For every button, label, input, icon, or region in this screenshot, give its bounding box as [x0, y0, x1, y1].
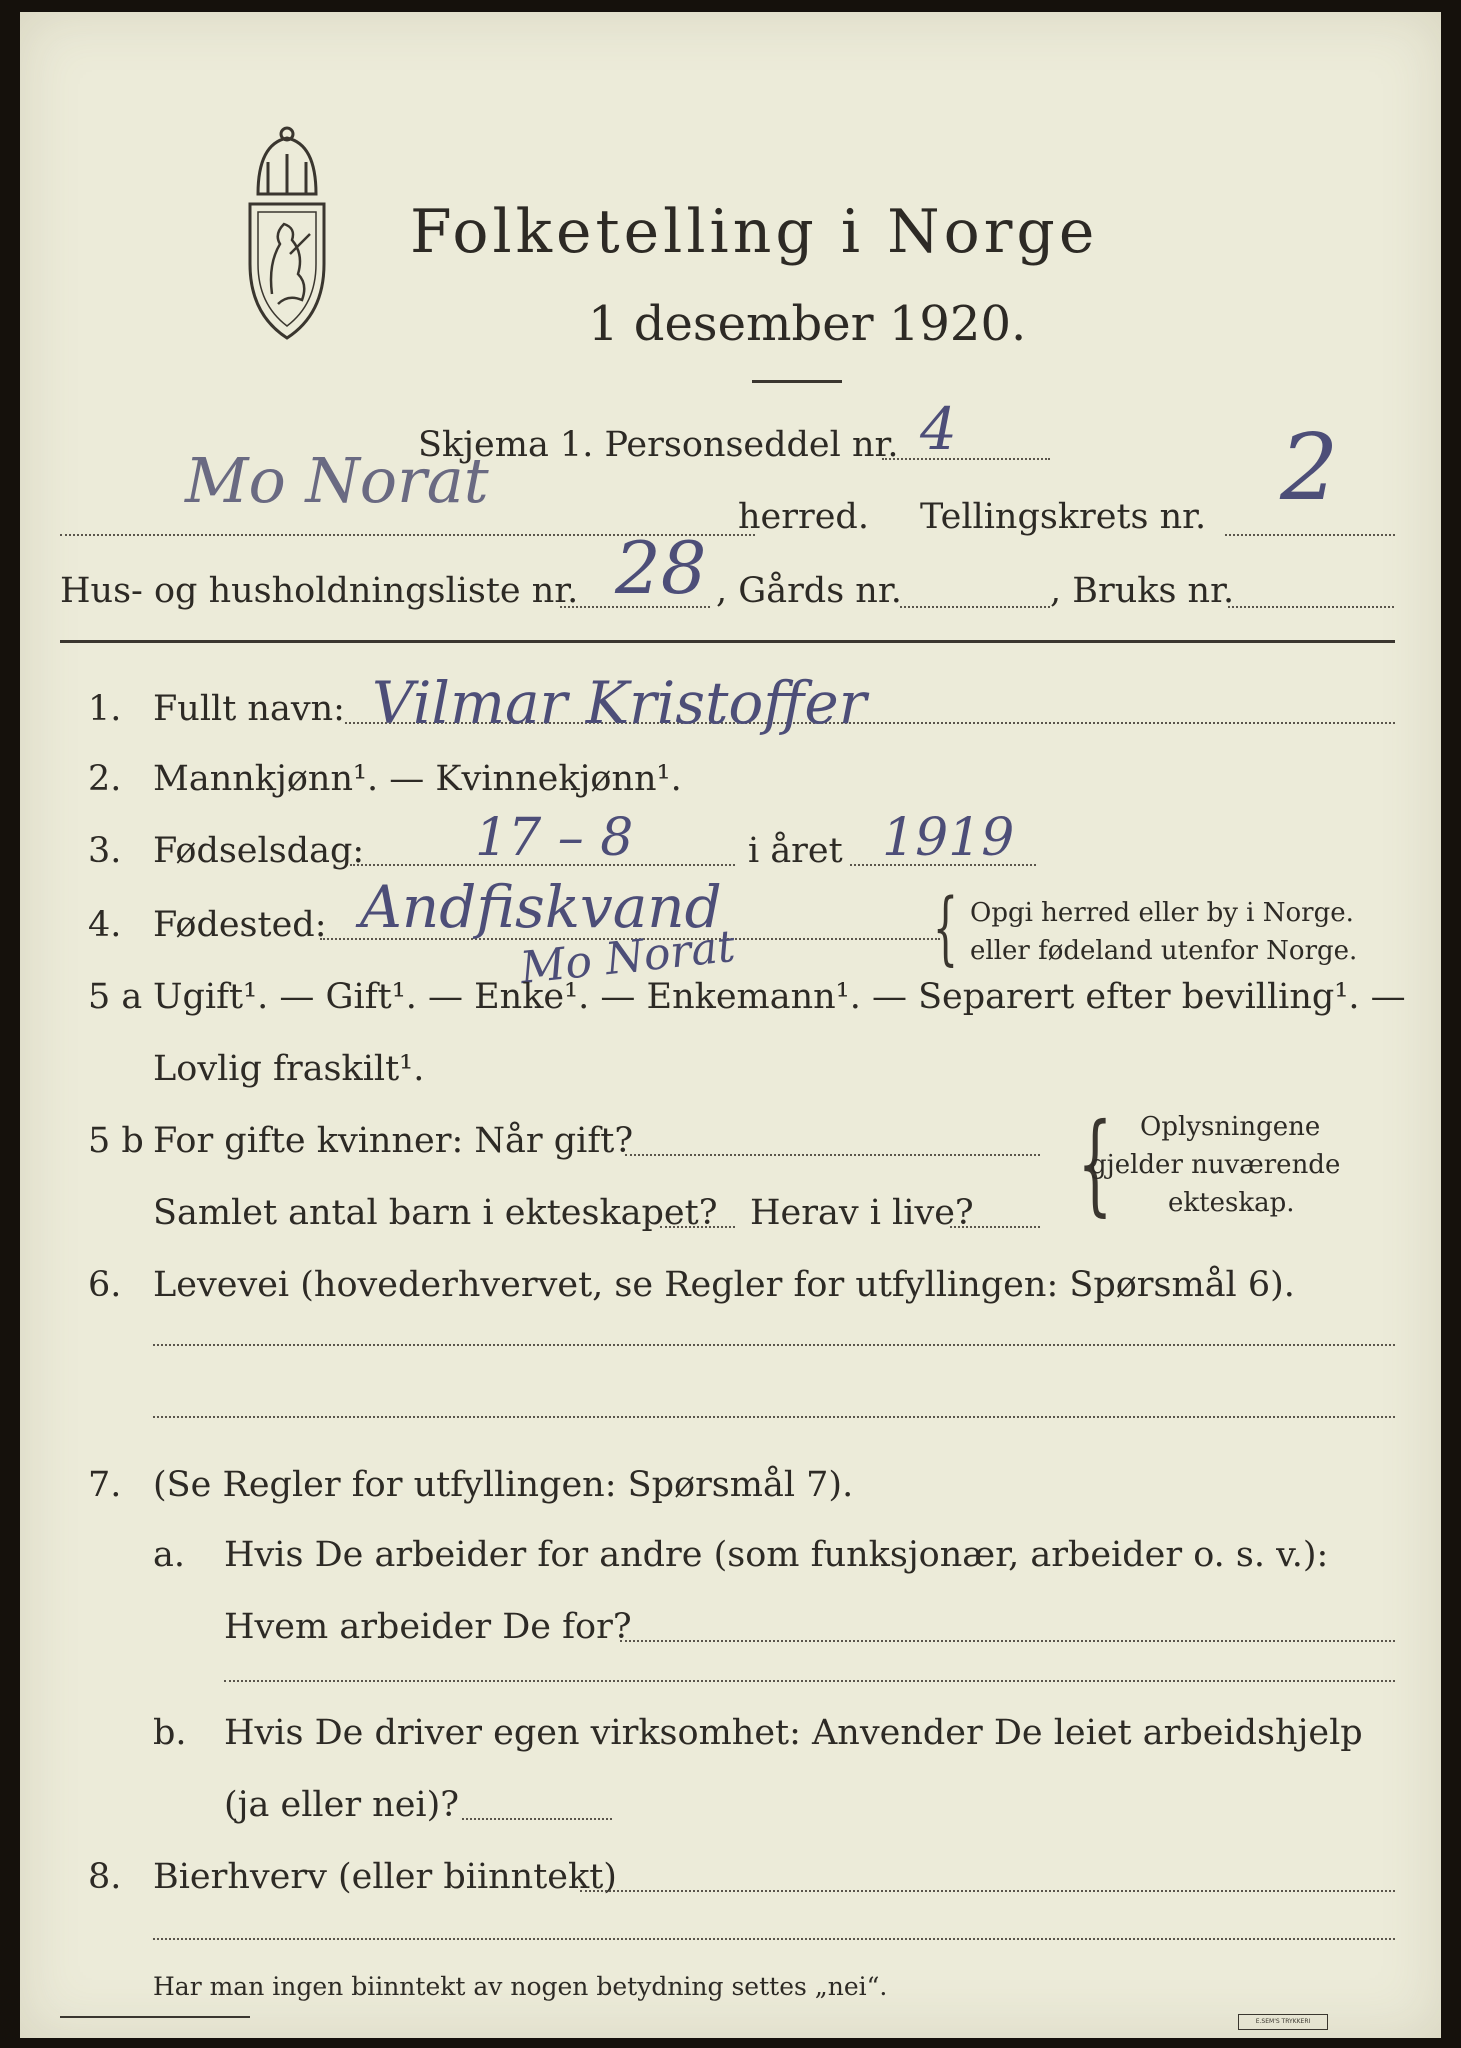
q7-number: 7. — [88, 1465, 122, 1505]
q4-label: Fødested: — [153, 905, 327, 945]
q2-number: 2. — [88, 759, 122, 799]
printer-mark — [1238, 2014, 1328, 2030]
header-divider — [60, 640, 1395, 643]
coat-of-arms-icon — [228, 124, 346, 346]
q5b-label-3: Herav i live? — [750, 1193, 974, 1233]
q5b-label: For gifte kvinner: Når gift? — [153, 1121, 634, 1161]
q8-line-1 — [580, 1890, 1395, 1892]
q1-label: Fullt navn: — [153, 689, 345, 729]
q1-value[interactable]: Vilmar Kristoffer — [372, 669, 867, 737]
person-nr-line — [882, 458, 1050, 460]
krets-value[interactable]: 2 — [1280, 414, 1339, 521]
q6-line-2 — [153, 1416, 1395, 1418]
q7b-label-2: (ja eller nei)? — [224, 1785, 460, 1825]
q7b-number: b. — [153, 1713, 187, 1753]
gards-line — [900, 606, 1050, 608]
q4-note-2: eller fødeland utenfor Norge. — [970, 936, 1358, 966]
bruks-label: , Bruks nr. — [1050, 571, 1235, 611]
q5b-note-1: Oplysningene — [1140, 1112, 1321, 1142]
q5b-number: 5 b — [88, 1121, 144, 1161]
gards-label: , Gårds nr. — [716, 571, 902, 611]
q3-year-value[interactable]: 1919 — [882, 808, 1015, 868]
q4-number: 4. — [88, 905, 122, 945]
herred-label: herred. — [738, 497, 869, 537]
footer-rule — [60, 2016, 250, 2018]
schema-label: Skjema 1. Personseddel nr. — [418, 425, 899, 465]
krets-line — [1225, 534, 1395, 536]
person-nr-value[interactable]: 4 — [920, 395, 957, 463]
q6-line-1 — [153, 1344, 1395, 1346]
q4-brace: { — [932, 881, 959, 974]
hus-value[interactable]: 28 — [615, 526, 707, 610]
q7a-label: Hvis De arbeider for andre (som funksjonær, arbeider o. s. v.): — [224, 1535, 1329, 1575]
q5a-label-2: Lovlig fraskilt¹. — [153, 1049, 425, 1089]
q2-label: Mannkjønn¹. — Kvinnekjønn¹. — [153, 759, 682, 799]
q7b-label: Hvis De driver egen virksomhet: Anvender De leiet arbeidshjelp — [224, 1713, 1363, 1753]
q8-label: Bierhverv (eller biinntekt) — [153, 1857, 617, 1897]
q3-label: Fødselsdag: — [153, 831, 365, 871]
title-rule — [752, 380, 842, 383]
q7a-line-1 — [620, 1640, 1395, 1642]
q5b-children-line — [660, 1226, 735, 1228]
printer-mark-text: E.SEM'S TRYKKERI — [1255, 2018, 1311, 2025]
bruks-line — [1228, 606, 1394, 608]
q8-line-2 — [153, 1938, 1395, 1940]
q7b-line — [462, 1818, 612, 1820]
q6-number: 6. — [88, 1265, 122, 1305]
q5a-number: 5 a — [88, 977, 143, 1017]
hus-label: Hus- og husholdningsliste nr. — [60, 571, 579, 611]
q6-label: Levevei (hovederhvervet, se Regler for utfyllingen: Spørsmål 6). — [153, 1265, 1295, 1305]
form-title: Folketelling i Norge — [410, 197, 1099, 267]
census-form — [20, 12, 1441, 2038]
q5a-label: Ugift¹. — Gift¹. — Enke¹. — Enkemann¹. — Separert efter bevilling¹. — — [153, 977, 1406, 1017]
form-date: 1 desember 1920. — [588, 296, 1027, 352]
q7a-line-2 — [224, 1680, 1395, 1682]
q3-value[interactable]: 17 – 8 — [475, 808, 634, 868]
q1-number: 1. — [88, 689, 122, 729]
q4-value-2[interactable]: Mo Norat — [517, 920, 738, 995]
q3-number: 3. — [88, 831, 122, 871]
q5b-label-2: Samlet antal barn i ekteskapet? — [153, 1193, 718, 1233]
q5b-alive-line — [950, 1226, 1040, 1228]
krets-label: Tellingskrets nr. — [920, 497, 1207, 537]
q5b-brace: { — [1077, 1099, 1113, 1227]
q7a-number: a. — [153, 1535, 185, 1575]
municipality-value[interactable]: Mo Norat — [185, 444, 489, 517]
q5b-married-line — [625, 1154, 1040, 1156]
footer-note: Har man ingen biinntekt av nogen betydning settes „nei“. — [153, 1972, 888, 2001]
q7a-label-2: Hvem arbeider De for? — [224, 1607, 632, 1647]
q4-value[interactable]: Andfiskvand — [360, 873, 722, 941]
q5b-note-2: gjelder nuværende — [1090, 1150, 1341, 1180]
q3-year-label: i året — [748, 831, 843, 871]
q4-note-1: Opgi herred eller by i Norge. — [970, 898, 1354, 928]
q7-label: (Se Regler for utfyllingen: Spørsmål 7). — [153, 1465, 854, 1505]
q5b-note-3: ekteskap. — [1168, 1188, 1295, 1218]
q8-number: 8. — [88, 1857, 122, 1897]
